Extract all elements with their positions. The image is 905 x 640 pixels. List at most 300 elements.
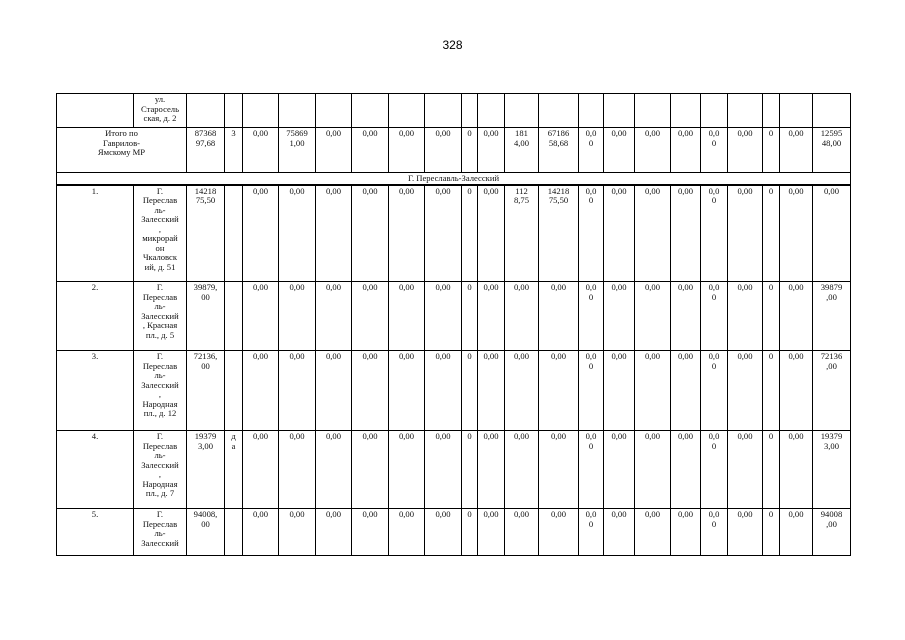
cell-text: 0,00 (611, 185, 627, 196)
table-row (57, 282, 851, 351)
cell-text: 19379 (194, 431, 217, 441)
table-cell (352, 282, 389, 351)
table-row (57, 351, 851, 431)
table-cell (243, 282, 279, 351)
cell-text: 0,00 (788, 128, 804, 138)
table-cell (462, 185, 478, 282)
table-cell (763, 185, 780, 282)
cell-text: 0,0 (585, 351, 597, 361)
cell-text: 0,00 (398, 185, 415, 196)
cell-text: 0,00 (644, 282, 661, 292)
cell-text: 0,00 (677, 282, 694, 292)
table-cell (57, 185, 134, 282)
table-cell (279, 431, 316, 509)
table-cell (635, 351, 671, 431)
table-cell (57, 509, 134, 556)
table-cell (389, 282, 425, 351)
cell-text: пл., д. 7 (145, 488, 175, 498)
table-cell (780, 128, 813, 173)
table-cell (243, 431, 279, 509)
cell-text: 0,00 (737, 509, 753, 519)
cell-text: 0,00 (737, 128, 753, 138)
cell-text: Народная (142, 398, 178, 409)
cell-text: 75,50 (195, 195, 216, 205)
table-cell (505, 128, 539, 173)
table-cell (701, 351, 728, 431)
cell-text: 0 (588, 291, 594, 302)
table-cell (389, 128, 425, 173)
cell-text: 75869 (286, 128, 308, 138)
table-cell (316, 128, 352, 173)
cell-text: 0 (467, 431, 472, 441)
cell-text: Г. (156, 351, 164, 361)
cell-text: д (231, 431, 236, 441)
cell-text: Переслав (142, 195, 178, 205)
table-cell (728, 128, 763, 173)
cell-text: 0,00 (289, 509, 305, 519)
section-row (57, 173, 851, 185)
table-cell (728, 94, 763, 128)
table-cell (352, 128, 389, 173)
table-cell (352, 351, 389, 431)
cell-text: 48,00 (821, 137, 842, 148)
cell-text: 0,00 (644, 351, 661, 361)
table-cell (780, 509, 813, 556)
table-cell (635, 282, 671, 351)
table-cell (243, 351, 279, 431)
table-cell (813, 351, 851, 431)
cell-text: 0 (467, 351, 472, 361)
cell-text: Залесский (141, 310, 179, 321)
cell-text: 0,00 (398, 282, 415, 292)
cell-text: ль- (154, 301, 166, 311)
cell-text: 0,00 (325, 509, 342, 519)
table-cell (579, 351, 604, 431)
cell-text: 0 (711, 291, 717, 302)
cell-text: 0 (711, 440, 717, 451)
table-cell (187, 509, 225, 556)
cell-text: 0,00 (435, 282, 451, 292)
cell-text: пл., д. 12 (143, 408, 177, 418)
cell-text: 3,00 (197, 440, 214, 451)
table-cell (134, 431, 187, 509)
table-cell (352, 94, 389, 128)
table-cell (134, 351, 187, 431)
cell-text: 67186 (547, 128, 570, 138)
table-cell (728, 282, 763, 351)
cell-text: 0,00 (362, 431, 378, 441)
cell-text: 0,00 (362, 185, 378, 196)
table-cell (701, 94, 728, 128)
cell-text: Г. (156, 431, 164, 441)
cell-text: 0,00 (513, 431, 530, 441)
table-row (57, 509, 851, 556)
table-cell (478, 128, 505, 173)
cell-text: 97,68 (195, 137, 216, 148)
cell-text: 0 (467, 185, 472, 196)
table-cell (389, 509, 425, 556)
cell-text: 0 (588, 360, 594, 371)
cell-text: 0,00 (483, 282, 499, 292)
cell-text: Г. (156, 509, 164, 519)
table-cell (187, 431, 225, 509)
table-cell (389, 431, 425, 509)
cell-text: Залесский (141, 537, 179, 548)
table-cell (316, 94, 352, 128)
table-cell (671, 94, 701, 128)
cell-text: пл., д. 5 (145, 329, 175, 340)
cell-text: , (158, 469, 162, 479)
cell-text: 0 (588, 137, 594, 148)
cell-text: 3,00 (823, 440, 840, 451)
table-cell (505, 431, 539, 509)
table-cell (243, 185, 279, 282)
table-cell (671, 185, 701, 282)
cell-text: 0,0 (585, 282, 597, 292)
cell-text: ль- (154, 528, 166, 538)
cell-text: 4,00 (513, 137, 530, 148)
table-cell (579, 282, 604, 351)
table-cell (813, 509, 851, 556)
cell-text: Залесский (141, 379, 179, 390)
cell-text: 00 (201, 291, 210, 302)
table-cell (462, 94, 478, 128)
cell-text: 0,00 (289, 351, 305, 361)
cell-text: 0,00 (788, 431, 804, 441)
cell-text: 0,00 (737, 282, 753, 292)
cell-text: 0,00 (788, 351, 804, 361)
cell-text: 0 (588, 440, 594, 451)
cell-text: , (158, 389, 162, 399)
cell-text: 8,75 (513, 195, 530, 205)
table-cell (728, 185, 763, 282)
table-cell (579, 185, 604, 282)
table-cell (316, 509, 352, 556)
table-cell (813, 94, 851, 128)
cell-text: 0,00 (252, 128, 269, 138)
table-row (57, 431, 851, 509)
table-cell (57, 351, 134, 431)
table-cell (604, 351, 635, 431)
table-cell (187, 351, 225, 431)
cell-text: 0,00 (435, 185, 451, 196)
table-cell (701, 185, 728, 282)
cell-text: 0,0 (585, 509, 597, 519)
cell-text: ул. (154, 94, 166, 104)
table-cell (604, 282, 635, 351)
cell-text: 58,68 (548, 137, 569, 148)
table-cell (505, 94, 539, 128)
cell-text: 75,50 (548, 195, 569, 205)
table-row (57, 185, 851, 282)
table-cell (425, 509, 462, 556)
cell-text: 0,00 (550, 509, 567, 519)
table-cell (134, 94, 187, 128)
cell-text: 0,00 (513, 351, 530, 361)
table-cell (462, 509, 478, 556)
cell-text: 112 (515, 185, 528, 196)
table-cell (316, 185, 352, 282)
table-cell (279, 282, 316, 351)
cell-text: 87368 (194, 128, 217, 138)
cell-text: 94008, (193, 509, 218, 519)
cell-text: 0,00 (435, 431, 451, 441)
cell-text: 0,0 (585, 128, 597, 138)
cell-text: 0,00 (325, 185, 342, 196)
table-cell (389, 351, 425, 431)
cell-text: 0,00 (611, 431, 627, 441)
cell-text: Переслав (142, 440, 178, 451)
cell-text: 0,00 (289, 282, 305, 292)
cell-text: 0 (768, 509, 774, 519)
table-cell (813, 431, 851, 509)
cell-text: 0,00 (252, 185, 269, 196)
table-cell (279, 128, 316, 173)
table-cell (604, 94, 635, 128)
table-cell (225, 94, 243, 128)
cell-text: 0,00 (483, 128, 499, 138)
cell-text: 0,00 (550, 351, 567, 361)
table-cell (57, 94, 134, 128)
cell-text: 39879 (820, 282, 843, 292)
table-cell (478, 185, 505, 282)
cell-text: 0 (768, 351, 774, 361)
table-cell (505, 185, 539, 282)
cell-text: ль- (154, 450, 166, 460)
table-cell (505, 351, 539, 431)
cell-text: 0,00 (362, 282, 378, 292)
table-cell (316, 351, 352, 431)
table-cell (701, 128, 728, 173)
table-cell (279, 509, 316, 556)
table-cell (539, 94, 579, 128)
table-row (57, 94, 851, 128)
table-cell (243, 128, 279, 173)
table-cell (780, 431, 813, 509)
table-cell (225, 431, 243, 509)
table-cell (425, 351, 462, 431)
table-cell (462, 282, 478, 351)
cell-text: 4. (91, 431, 99, 441)
cell-text: 0,00 (513, 509, 530, 519)
table-cell (813, 185, 851, 282)
table-cell (671, 282, 701, 351)
table-cell (316, 431, 352, 509)
table-cell (478, 282, 505, 351)
cell-text: 39879, (193, 282, 218, 292)
cell-text: 14218 (547, 185, 570, 196)
cell-text: 0,00 (289, 185, 305, 196)
cell-text: 0,00 (398, 351, 415, 361)
cell-text: Старосель (140, 103, 180, 114)
cell-text: 0,0 (585, 431, 597, 441)
cell-text: Залесский (141, 459, 179, 470)
table-cell (763, 94, 780, 128)
table-cell (279, 94, 316, 128)
cell-text: 0 (768, 431, 774, 441)
table-cell (225, 509, 243, 556)
cell-text: 0,00 (550, 282, 567, 292)
cell-text: 0,00 (483, 351, 499, 361)
table-cell (225, 128, 243, 173)
cell-text: 0,00 (611, 128, 627, 138)
cell-text: ,00 (826, 518, 837, 529)
table-cell (425, 185, 462, 282)
cell-text: ,00 (826, 360, 837, 371)
table-cell (604, 431, 635, 509)
cell-text: 94008 (820, 509, 843, 519)
cell-text: Итого по (105, 128, 138, 138)
cell-text: 12595 (820, 128, 843, 138)
cell-text: микрорай (142, 233, 178, 243)
cell-text: 0,0 (708, 351, 720, 361)
table-cell (57, 431, 134, 509)
table-cell (389, 94, 425, 128)
table-cell (225, 282, 243, 351)
cell-text: 72136, (193, 351, 218, 361)
table-cell (780, 282, 813, 351)
cell-text: , Красная (142, 320, 178, 330)
cell-text: 0,00 (677, 128, 694, 138)
cell-text: 0,00 (737, 431, 753, 441)
cell-text: 0,00 (398, 431, 415, 441)
cell-text: 3 (231, 128, 236, 138)
cell-text: 0,00 (325, 282, 342, 292)
cell-text: 0,00 (611, 351, 627, 361)
table-cell (780, 94, 813, 128)
table-cell (763, 431, 780, 509)
cell-text: 0 (711, 518, 717, 529)
cell-text: ий, д. 51 (144, 261, 176, 272)
cell-text: 0 (711, 360, 717, 371)
table-cell (701, 509, 728, 556)
cell-text: 0,00 (644, 431, 661, 441)
cell-text: 0,00 (398, 128, 415, 138)
cell-text: 0,00 (644, 128, 661, 138)
cell-text: 0 (588, 518, 594, 529)
table-cell (134, 509, 187, 556)
cell-text: 0,00 (435, 128, 451, 138)
cell-text: Переслав (142, 518, 178, 529)
table-cell (604, 128, 635, 173)
cell-text: 0,00 (513, 282, 530, 292)
cell-text: 0,00 (362, 128, 378, 138)
cell-text: 0 (467, 509, 472, 519)
cell-text: 3. (91, 351, 99, 361)
table-cell (187, 94, 225, 128)
table-cell (813, 128, 851, 173)
cell-text: 19379 (820, 431, 843, 441)
table-cell (635, 185, 671, 282)
table-cell (187, 128, 225, 173)
table-cell (478, 509, 505, 556)
cell-text: 0,00 (362, 509, 378, 519)
cell-text: ль- (154, 204, 166, 215)
cell-text: 0,00 (252, 431, 269, 441)
table-cell (579, 94, 604, 128)
table-cell (635, 431, 671, 509)
cell-text: 0,0 (708, 128, 720, 138)
table-cell (462, 431, 478, 509)
table-cell (539, 431, 579, 509)
table-cell (671, 128, 701, 173)
cell-text: 0,00 (644, 185, 661, 196)
registry-table (56, 93, 851, 556)
cell-text: 0,00 (611, 509, 627, 519)
cell-text: 0,00 (611, 282, 627, 292)
table-cell (425, 282, 462, 351)
cell-text: 0 (768, 128, 774, 138)
cell-text: 1,00 (289, 137, 305, 148)
cell-text: 0,00 (435, 351, 451, 361)
table-cell (243, 509, 279, 556)
table-cell (671, 431, 701, 509)
table-cell (134, 282, 187, 351)
cell-text: 0,00 (550, 431, 567, 441)
table-cell (728, 509, 763, 556)
table-cell (505, 282, 539, 351)
cell-text: 0,00 (325, 431, 342, 441)
table-cell (728, 351, 763, 431)
table-cell (225, 185, 243, 282)
cell-text: 0 (467, 128, 472, 138)
table-cell (763, 128, 780, 173)
cell-text: 0,00 (788, 185, 804, 196)
cell-text: 0,00 (823, 185, 840, 196)
table-cell (763, 509, 780, 556)
cell-text: 0,0 (708, 431, 720, 441)
total-label-cell (57, 128, 187, 173)
table-cell (57, 282, 134, 351)
cell-text: 0,00 (325, 351, 342, 361)
cell-text: 0,00 (788, 282, 804, 292)
table-cell (539, 282, 579, 351)
cell-text: 0,00 (483, 431, 499, 441)
total-row (57, 128, 851, 173)
table-cell (279, 185, 316, 282)
table-cell (763, 351, 780, 431)
table-cell (780, 351, 813, 431)
cell-text: он (155, 242, 165, 253)
table-cell (243, 94, 279, 128)
table-cell (352, 509, 389, 556)
cell-text: 0,0 (708, 509, 720, 519)
table-cell (352, 185, 389, 282)
cell-text: 72136 (820, 351, 843, 361)
table-cell (635, 509, 671, 556)
cell-text: 0,00 (483, 185, 499, 196)
table-cell (579, 128, 604, 173)
cell-text: 2. (91, 282, 99, 292)
cell-text: 0,0 (708, 282, 720, 292)
table-cell (780, 185, 813, 282)
cell-text: 0,00 (362, 351, 378, 361)
cell-text: ль- (154, 370, 166, 380)
table-cell (728, 431, 763, 509)
table-cell (701, 282, 728, 351)
cell-text: 0,0 (708, 185, 720, 196)
cell-text: 0 (768, 282, 774, 292)
table-cell (316, 282, 352, 351)
cell-text: 0 (711, 195, 717, 205)
table-cell (187, 282, 225, 351)
table-cell (462, 128, 478, 173)
table-cell (478, 94, 505, 128)
cell-text: Чкаловск (142, 252, 178, 262)
section-title: Г. Переславль-Залесский (57, 173, 851, 185)
cell-text: 0,00 (677, 431, 694, 441)
cell-text: 0,00 (435, 509, 451, 519)
